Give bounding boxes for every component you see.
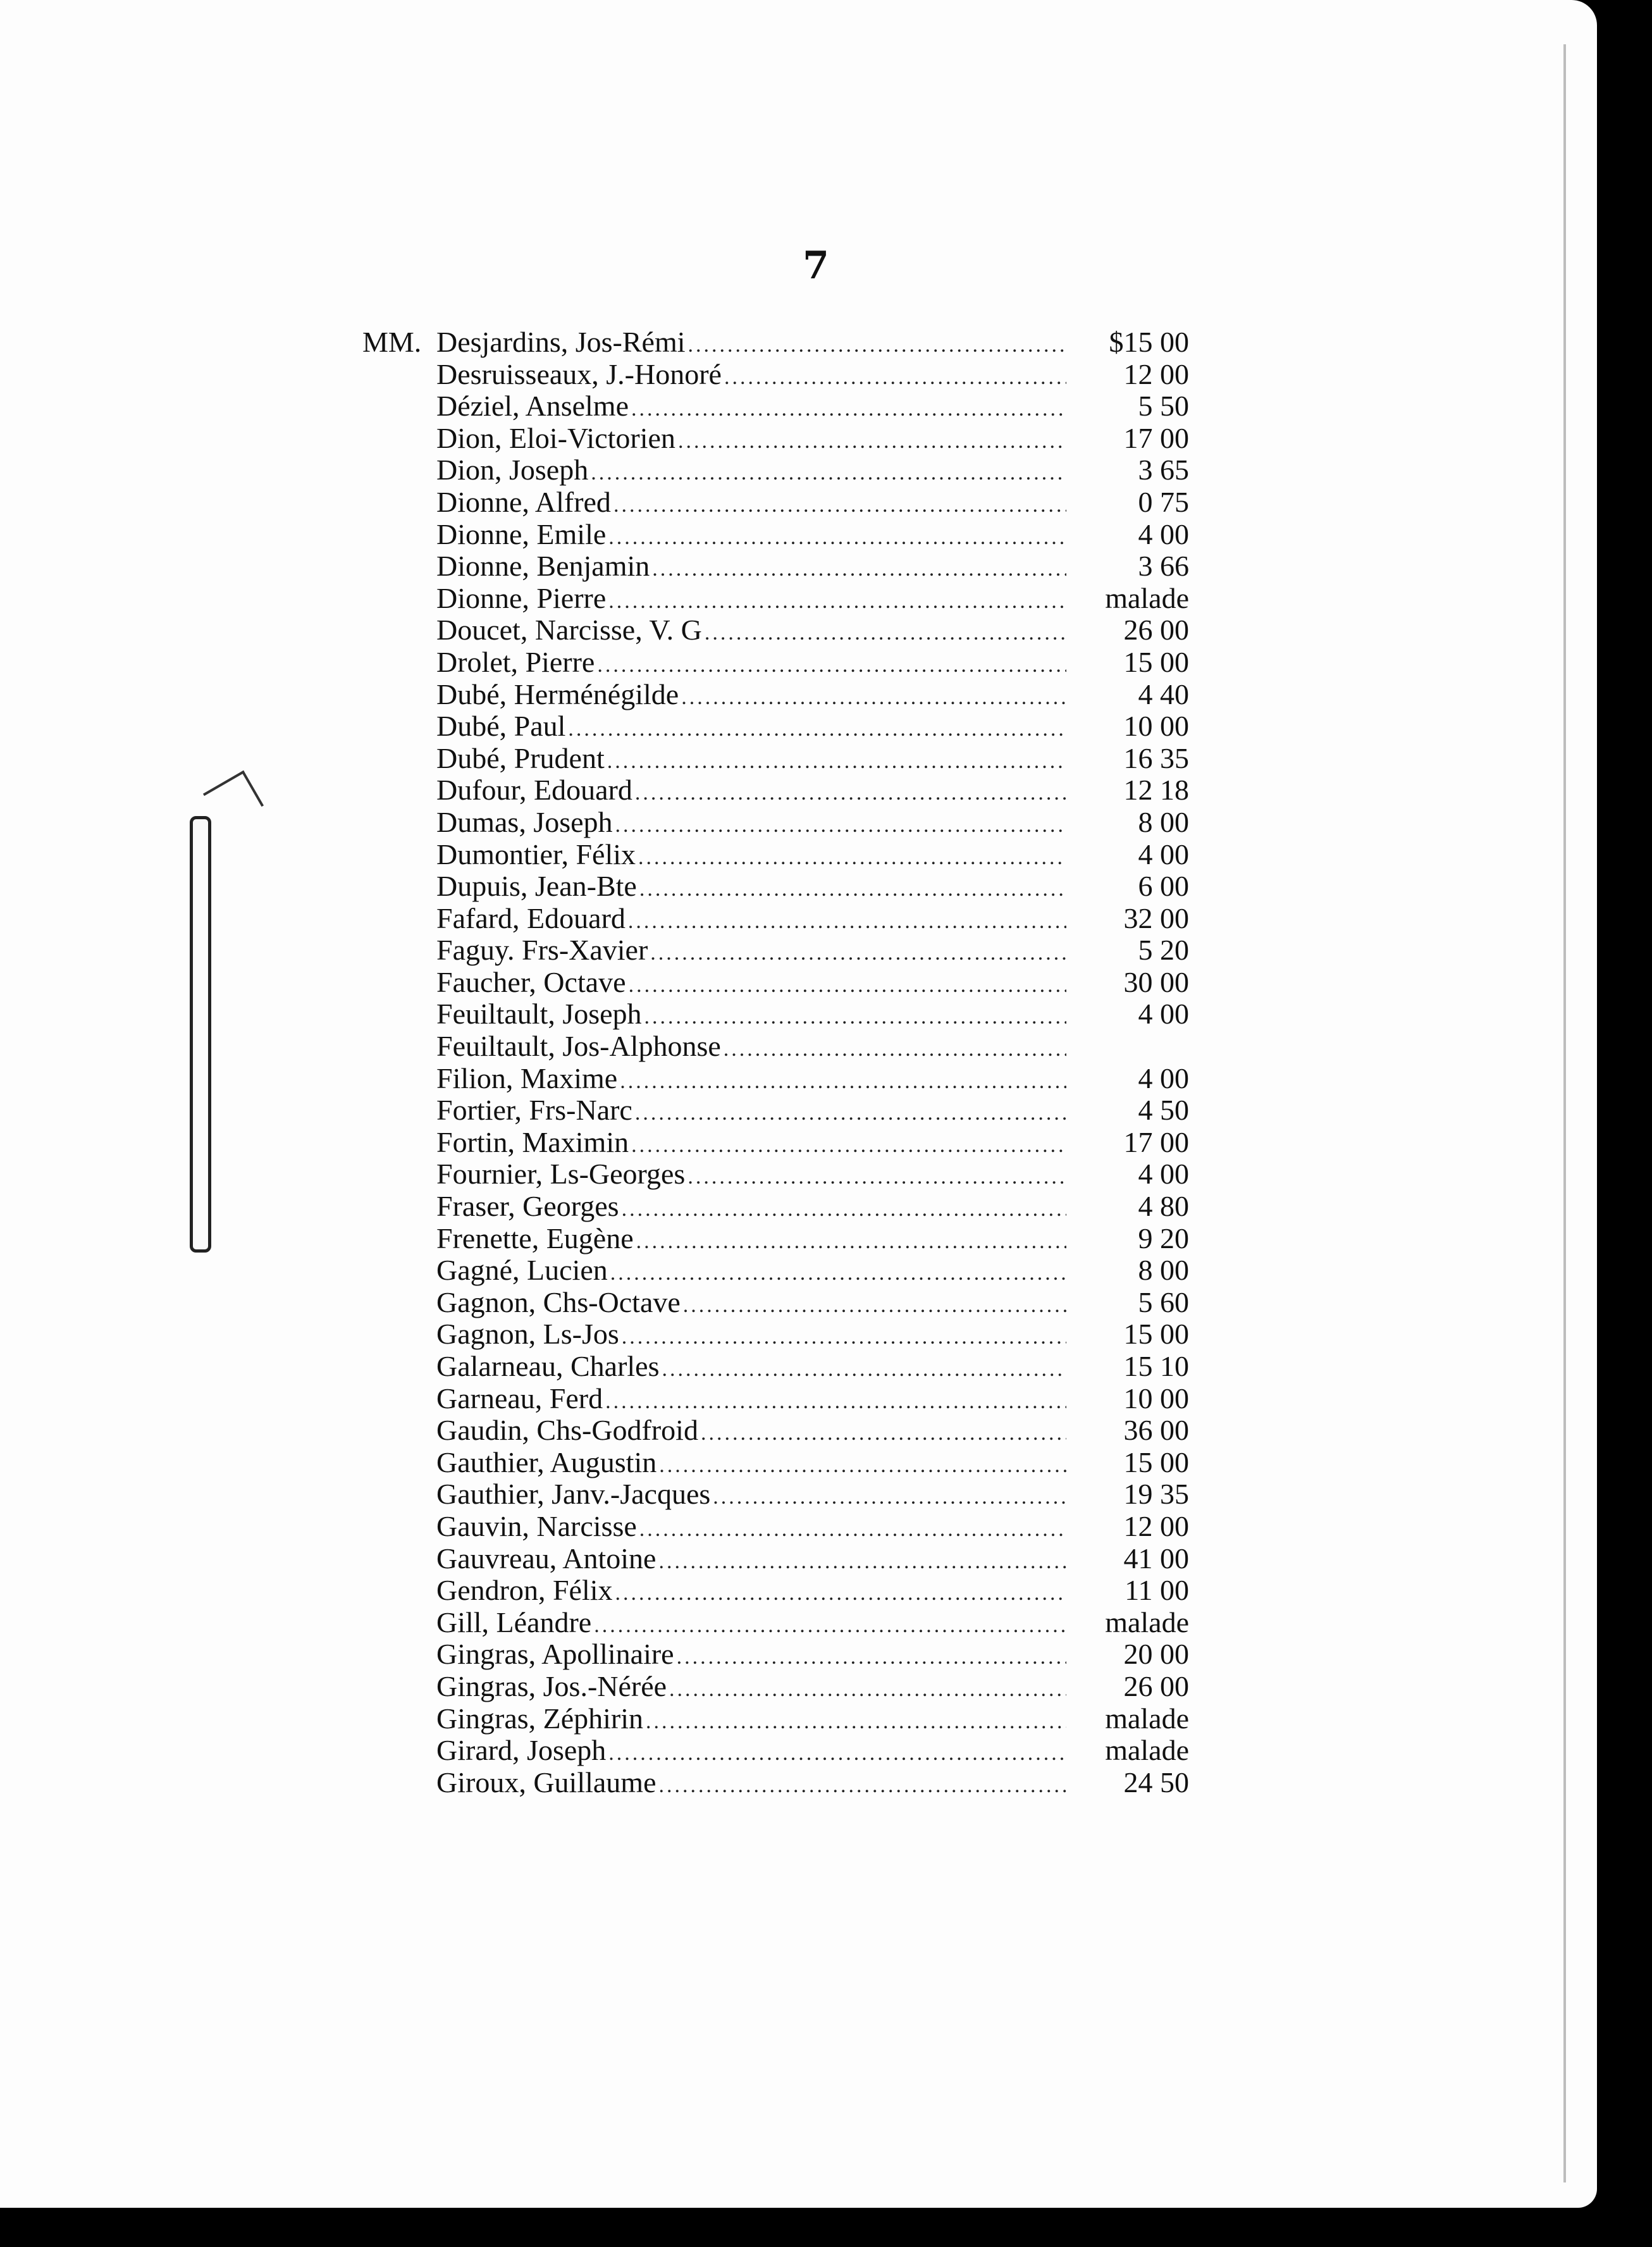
dot-leader	[687, 1161, 1066, 1193]
entry-amount: malade	[1105, 581, 1189, 614]
entry-name: Dubé, Herménégilde	[436, 678, 679, 710]
entry-amount: 9 20	[1138, 1222, 1189, 1254]
entry-amount: 19 35	[1123, 1478, 1189, 1511]
list-entry	[436, 1351, 1189, 1383]
entry-name: Feuiltault, Jos-Alphonse	[436, 1030, 721, 1063]
dot-leader	[669, 1674, 1066, 1705]
entry-amount: 3 66	[1138, 550, 1189, 583]
entry-name: Dupuis, Jean-Bte	[436, 870, 637, 903]
entry-name: Dubé, Prudent	[436, 741, 605, 774]
list-entry	[436, 423, 1189, 455]
dot-leader	[613, 490, 1066, 521]
dot-leader	[683, 1290, 1066, 1322]
list-entry	[436, 1383, 1189, 1415]
list-entry	[436, 1031, 1189, 1063]
entry-name: Filion, Maxime	[436, 1062, 618, 1094]
entry-name: Fafard, Edouard	[436, 901, 626, 934]
page-fold-shadow	[1563, 44, 1566, 2182]
list-entry	[436, 1223, 1189, 1255]
list-entry	[436, 1318, 1189, 1351]
entry-amount: 3 65	[1138, 454, 1189, 486]
entry-name: Desruisseaux, J.-Honoré	[436, 357, 722, 390]
list-entry	[436, 390, 1189, 423]
entry-name: Garneau, Ferd	[436, 1382, 603, 1414]
list-entry	[436, 1191, 1189, 1223]
list-entry	[436, 1414, 1189, 1447]
list-entry	[436, 1478, 1189, 1511]
entry-amount: 32 00	[1123, 901, 1189, 934]
entry-amount: 15 00	[1123, 1445, 1189, 1478]
entry-name: Gauvreau, Antoine	[436, 1542, 656, 1575]
dot-leader	[622, 1322, 1066, 1353]
dot-leader	[629, 970, 1066, 1001]
dot-leader	[620, 1066, 1066, 1098]
entry-name: Gingras, Apollinaire	[436, 1638, 674, 1671]
dot-leader	[650, 938, 1066, 969]
dot-leader	[608, 1738, 1066, 1769]
dot-leader	[644, 1001, 1066, 1033]
entry-amount: 8 00	[1138, 805, 1189, 838]
list-entry	[436, 647, 1189, 679]
entry-name: Gingras, Jos.-Nérée	[436, 1669, 667, 1702]
binding-knot	[203, 771, 264, 829]
entry-name: Gauvin, Narcisse	[436, 1509, 637, 1542]
dot-leader	[568, 714, 1066, 745]
list-entry	[436, 1287, 1189, 1319]
list-entry	[436, 1127, 1189, 1159]
list-entry	[436, 583, 1189, 615]
list-entry	[436, 710, 1189, 743]
dot-leader	[652, 554, 1066, 585]
list-entry	[436, 1543, 1189, 1575]
entry-name: Fortin, Maximin	[436, 1125, 629, 1158]
entry-amount: 5 20	[1138, 934, 1189, 967]
list-entry	[436, 614, 1189, 647]
entry-amount: 4 00	[1138, 517, 1189, 550]
entry-amount: 30 00	[1123, 965, 1189, 998]
list-entry	[436, 679, 1189, 711]
entry-name: Gagnon, Ls-Jos	[436, 1318, 619, 1351]
entry-name: Dion, Joseph	[436, 454, 589, 486]
entry-amount: 36 00	[1123, 1414, 1189, 1447]
dot-leader	[605, 1386, 1066, 1418]
entry-amount: 6 00	[1138, 870, 1189, 903]
honorific-prefix: MM.	[362, 326, 422, 358]
list-entry	[436, 1447, 1189, 1479]
entry-amount: 17 00	[1123, 421, 1189, 454]
entry-name: Faucher, Octave	[436, 965, 626, 998]
entry-name: Gagné, Lucien	[436, 1254, 608, 1287]
dot-leader	[659, 1770, 1067, 1802]
list-entry	[436, 326, 1189, 359]
entry-amount: 4 00	[1138, 838, 1189, 870]
list-entry	[436, 454, 1189, 486]
entry-amount: $15 00	[1109, 326, 1189, 358]
list-entry	[436, 967, 1189, 999]
list-entry	[436, 1735, 1189, 1767]
dot-leader	[646, 1706, 1066, 1738]
entry-amount: 10 00	[1123, 710, 1189, 743]
list-entry	[436, 743, 1189, 775]
list-entry	[436, 486, 1189, 519]
entry-name: Galarneau, Charles	[436, 1350, 660, 1382]
entry-name: Girard, Joseph	[436, 1734, 607, 1767]
dot-leader	[594, 1610, 1066, 1642]
entry-amount: 8 00	[1138, 1254, 1189, 1287]
entry-name: Fournier, Ls-Georges	[436, 1158, 686, 1191]
list-entry	[436, 1575, 1189, 1607]
dot-leader	[639, 874, 1066, 905]
dot-leader	[681, 682, 1066, 714]
entry-amount: 4 40	[1138, 678, 1189, 710]
list-entry	[436, 1094, 1189, 1127]
dot-leader	[610, 1258, 1066, 1289]
dot-leader	[597, 650, 1066, 681]
dot-leader	[678, 426, 1066, 457]
list-entry	[436, 998, 1189, 1031]
dot-leader	[615, 1578, 1066, 1609]
entry-name: Gauthier, Janv.-Jacques	[436, 1478, 711, 1511]
dot-leader	[638, 842, 1066, 874]
list-entry	[436, 934, 1189, 967]
dot-leader	[615, 810, 1066, 841]
dot-leader	[635, 777, 1066, 809]
entry-name: Gill, Léandre	[436, 1606, 592, 1638]
list-entry	[436, 1638, 1189, 1671]
list-entry	[436, 359, 1189, 391]
list-entry	[436, 807, 1189, 839]
dot-leader	[659, 1450, 1066, 1482]
dot-leader	[608, 522, 1066, 554]
subscriber-list	[436, 326, 1189, 1798]
entry-name: Doucet, Narcisse, V. G	[436, 614, 702, 647]
entry-name: Gauthier, Augustin	[436, 1445, 657, 1478]
entry-amount: 12 18	[1123, 774, 1189, 807]
dot-leader	[591, 457, 1066, 489]
list-entry	[436, 1158, 1189, 1191]
list-entry	[436, 1703, 1189, 1735]
entry-amount: malade	[1105, 1702, 1189, 1735]
entry-name: Dionne, Pierre	[436, 581, 607, 614]
entry-name: Giroux, Guillaume	[436, 1766, 656, 1798]
dot-leader	[677, 1642, 1066, 1673]
dot-leader	[631, 1130, 1066, 1161]
entry-name: Gingras, Zéphirin	[436, 1702, 644, 1735]
entry-amount: 17 00	[1123, 1125, 1189, 1158]
dot-leader	[701, 1418, 1066, 1449]
dot-leader	[636, 1226, 1066, 1258]
entry-name: Dubé, Paul	[436, 710, 566, 743]
dot-leader	[631, 393, 1066, 425]
list-entry	[436, 1511, 1189, 1543]
dot-leader	[628, 906, 1066, 938]
list-entry	[436, 870, 1189, 903]
entry-name: Gendron, Félix	[436, 1574, 613, 1607]
entry-amount: 20 00	[1123, 1638, 1189, 1671]
entry-name: Gaudin, Chs-Godfroid	[436, 1414, 698, 1447]
entry-amount: 5 50	[1138, 390, 1189, 423]
entry-name: Dufour, Edouard	[436, 774, 632, 807]
entry-amount: 12 00	[1123, 1509, 1189, 1542]
entry-amount: 26 00	[1123, 614, 1189, 647]
dot-leader	[658, 1546, 1066, 1578]
dot-leader	[635, 1098, 1066, 1129]
entry-amount: 4 00	[1138, 1158, 1189, 1191]
entry-amount: 16 35	[1123, 741, 1189, 774]
dot-leader	[622, 1194, 1066, 1225]
list-entry	[436, 774, 1189, 807]
page-number: 7	[803, 244, 829, 288]
list-entry	[436, 550, 1189, 583]
entry-amount: 10 00	[1123, 1382, 1189, 1414]
entry-amount: 5 60	[1138, 1285, 1189, 1318]
entry-amount: 15 00	[1123, 1318, 1189, 1351]
list-entry	[436, 903, 1189, 935]
entry-amount: 4 00	[1138, 1062, 1189, 1094]
entry-amount: 24 50	[1123, 1766, 1189, 1798]
entry-amount: 15 00	[1123, 645, 1189, 678]
entry-name: Feuiltault, Joseph	[436, 998, 642, 1031]
dot-leader	[713, 1482, 1066, 1513]
entry-amount: 4 80	[1138, 1190, 1189, 1223]
dot-leader	[724, 1034, 1066, 1065]
entry-name: Gagnon, Chs-Octave	[436, 1285, 681, 1318]
dot-leader	[662, 1354, 1066, 1385]
entry-amount: malade	[1105, 1734, 1189, 1767]
dot-leader	[608, 586, 1066, 617]
entry-amount: 26 00	[1123, 1669, 1189, 1702]
list-entry	[436, 519, 1189, 551]
entry-amount: 0 75	[1138, 485, 1189, 518]
dot-leader	[705, 617, 1066, 649]
entry-name: Déziel, Anselme	[436, 390, 629, 423]
entry-name: Fortier, Frs-Narc	[436, 1094, 632, 1127]
dot-leader	[688, 330, 1066, 361]
entry-amount: 15 10	[1123, 1350, 1189, 1382]
entry-amount: 4 50	[1138, 1094, 1189, 1127]
entry-name: Dionne, Alfred	[436, 485, 611, 518]
entry-amount: 4 00	[1138, 998, 1189, 1031]
binding-thread	[190, 816, 211, 1253]
entry-name: Dionne, Benjamin	[436, 550, 650, 583]
list-entry	[436, 1607, 1189, 1639]
dot-leader	[639, 1514, 1066, 1545]
list-entry	[436, 1767, 1189, 1799]
entry-name: Dion, Eloi-Victorien	[436, 421, 675, 454]
entry-name: Frenette, Eugène	[436, 1222, 634, 1254]
dot-leader	[607, 746, 1066, 777]
entry-name: Dumas, Joseph	[436, 805, 613, 838]
list-entry	[436, 1063, 1189, 1095]
entry-name: Drolet, Pierre	[436, 645, 595, 678]
list-entry	[436, 1671, 1189, 1703]
entry-amount: 41 00	[1123, 1542, 1189, 1575]
entry-amount: malade	[1105, 1606, 1189, 1638]
list-entry	[436, 839, 1189, 871]
dot-leader	[724, 362, 1066, 393]
entry-name: Dionne, Emile	[436, 517, 607, 550]
entry-amount: 11 00	[1125, 1574, 1189, 1607]
entry-amount: 12 00	[1123, 357, 1189, 390]
entry-name: Faguy. Frs-Xavier	[436, 934, 648, 967]
entry-name: Dumontier, Félix	[436, 838, 636, 870]
list-entry	[436, 1254, 1189, 1287]
entry-name: Desjardins, Jos-Rémi	[436, 326, 686, 358]
entry-name: Fraser, Georges	[436, 1190, 619, 1223]
